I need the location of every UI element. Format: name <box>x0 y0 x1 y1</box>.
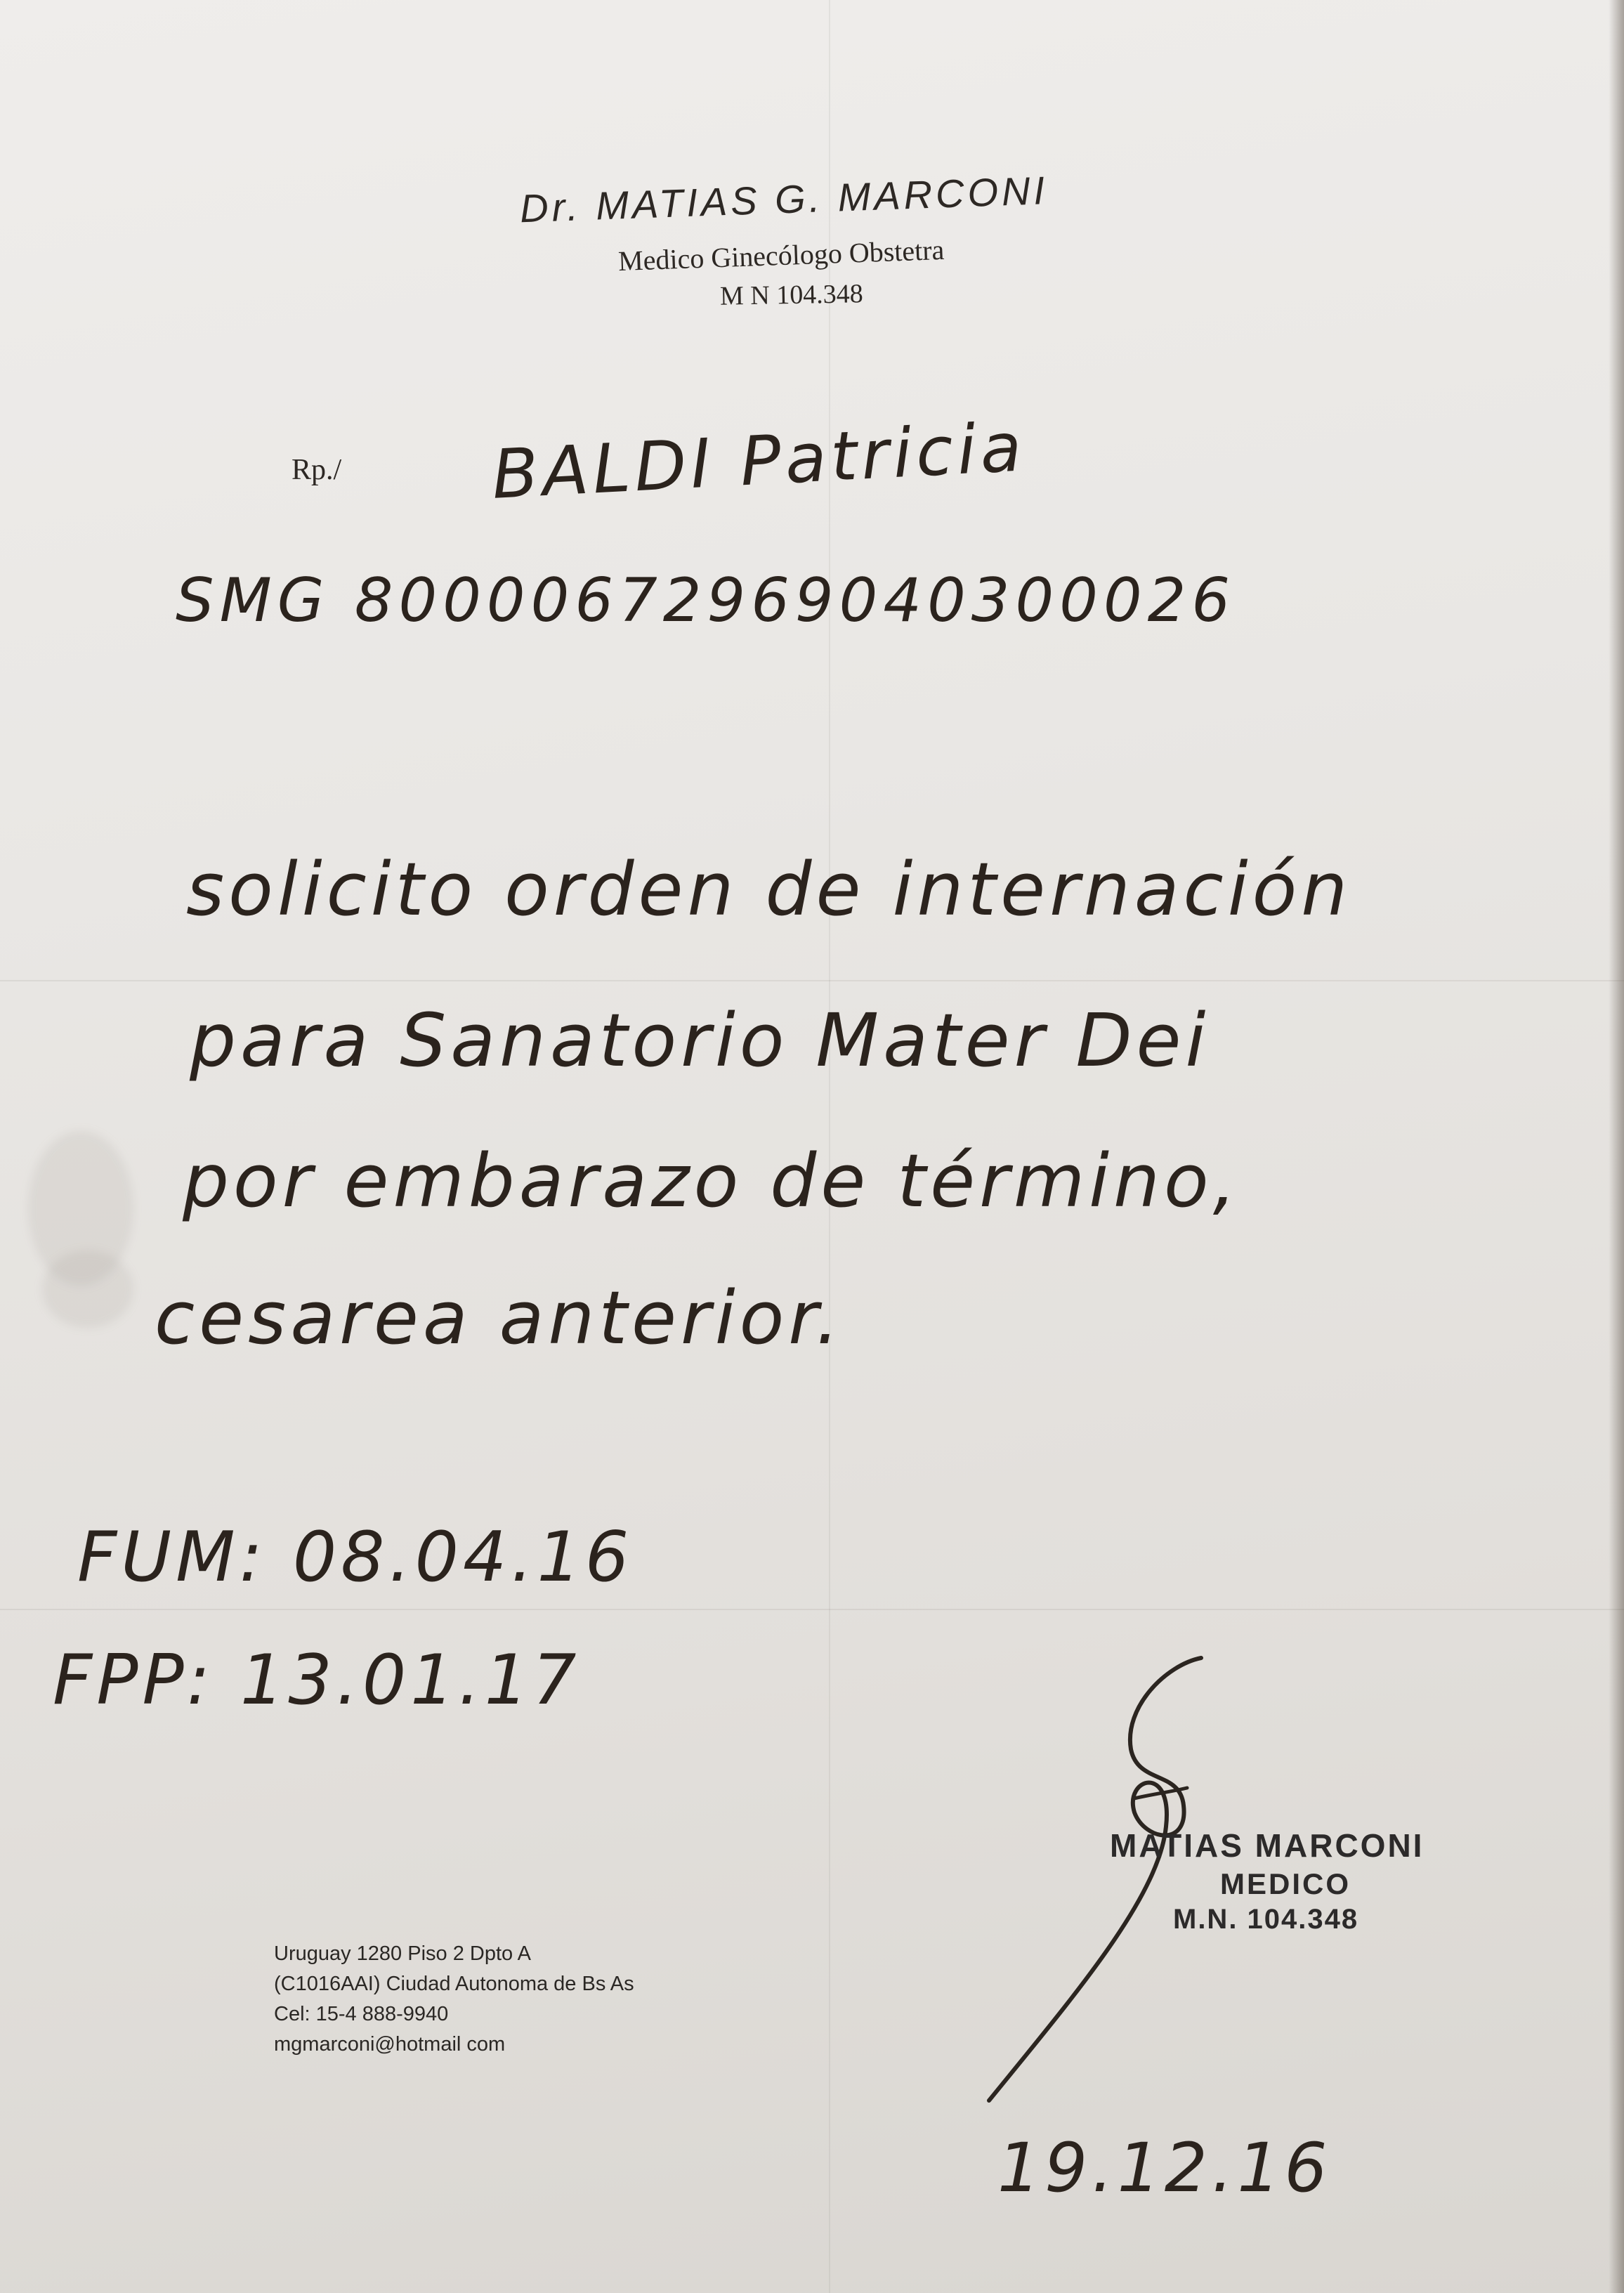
fum-date: FUM: 08.04.16 <box>77 1517 634 1598</box>
issue-date: 19.12.16 <box>997 2129 1332 2207</box>
patient-name: BALDI Patricia <box>490 407 1028 514</box>
paper-edge-shadow <box>1609 0 1624 2293</box>
body-line-1: solicito orden de internación <box>186 847 1352 932</box>
paper-fold <box>0 1609 1624 1610</box>
body-line-2: para Sanatorio Mater Dei <box>190 998 1210 1083</box>
stamp-license: M.N. 104.348 <box>1173 1904 1359 1935</box>
paper-fold <box>0 980 1624 981</box>
paper-stain <box>42 1250 133 1328</box>
rp-label: Rp./ <box>292 454 342 486</box>
stamp-name: MATIAS MARCONI <box>1110 1827 1425 1864</box>
doctor-stamp <box>1096 1827 1475 1935</box>
address-phone: Cel: 15-4 888-9940 <box>274 2003 449 2025</box>
body-line-4: cesarea anterior. <box>155 1275 844 1361</box>
insurance-number: SMG 80000672969040300026 <box>176 566 1236 636</box>
doctor-specialty: Medico Ginecólogo Obstetra <box>617 233 945 277</box>
office-address <box>274 1939 634 2060</box>
fpp-date: FPP: 13.01.17 <box>53 1640 581 1720</box>
doctor-license: M N 104.348 <box>719 279 864 311</box>
stamp-title: MEDICO <box>1220 1867 1351 1900</box>
address-line-2: (C1016AAI) Ciudad Autonoma de Bs As <box>274 1973 634 1995</box>
body-line-3: por embarazo de término, <box>183 1138 1240 1224</box>
doctor-name: Dr. MATIAS G. MARCONI <box>519 168 1049 231</box>
address-line-1: Uruguay 1280 Piso 2 Dpto A <box>274 1942 531 1965</box>
address-email: mgmarconi@hotmail com <box>274 2033 506 2056</box>
